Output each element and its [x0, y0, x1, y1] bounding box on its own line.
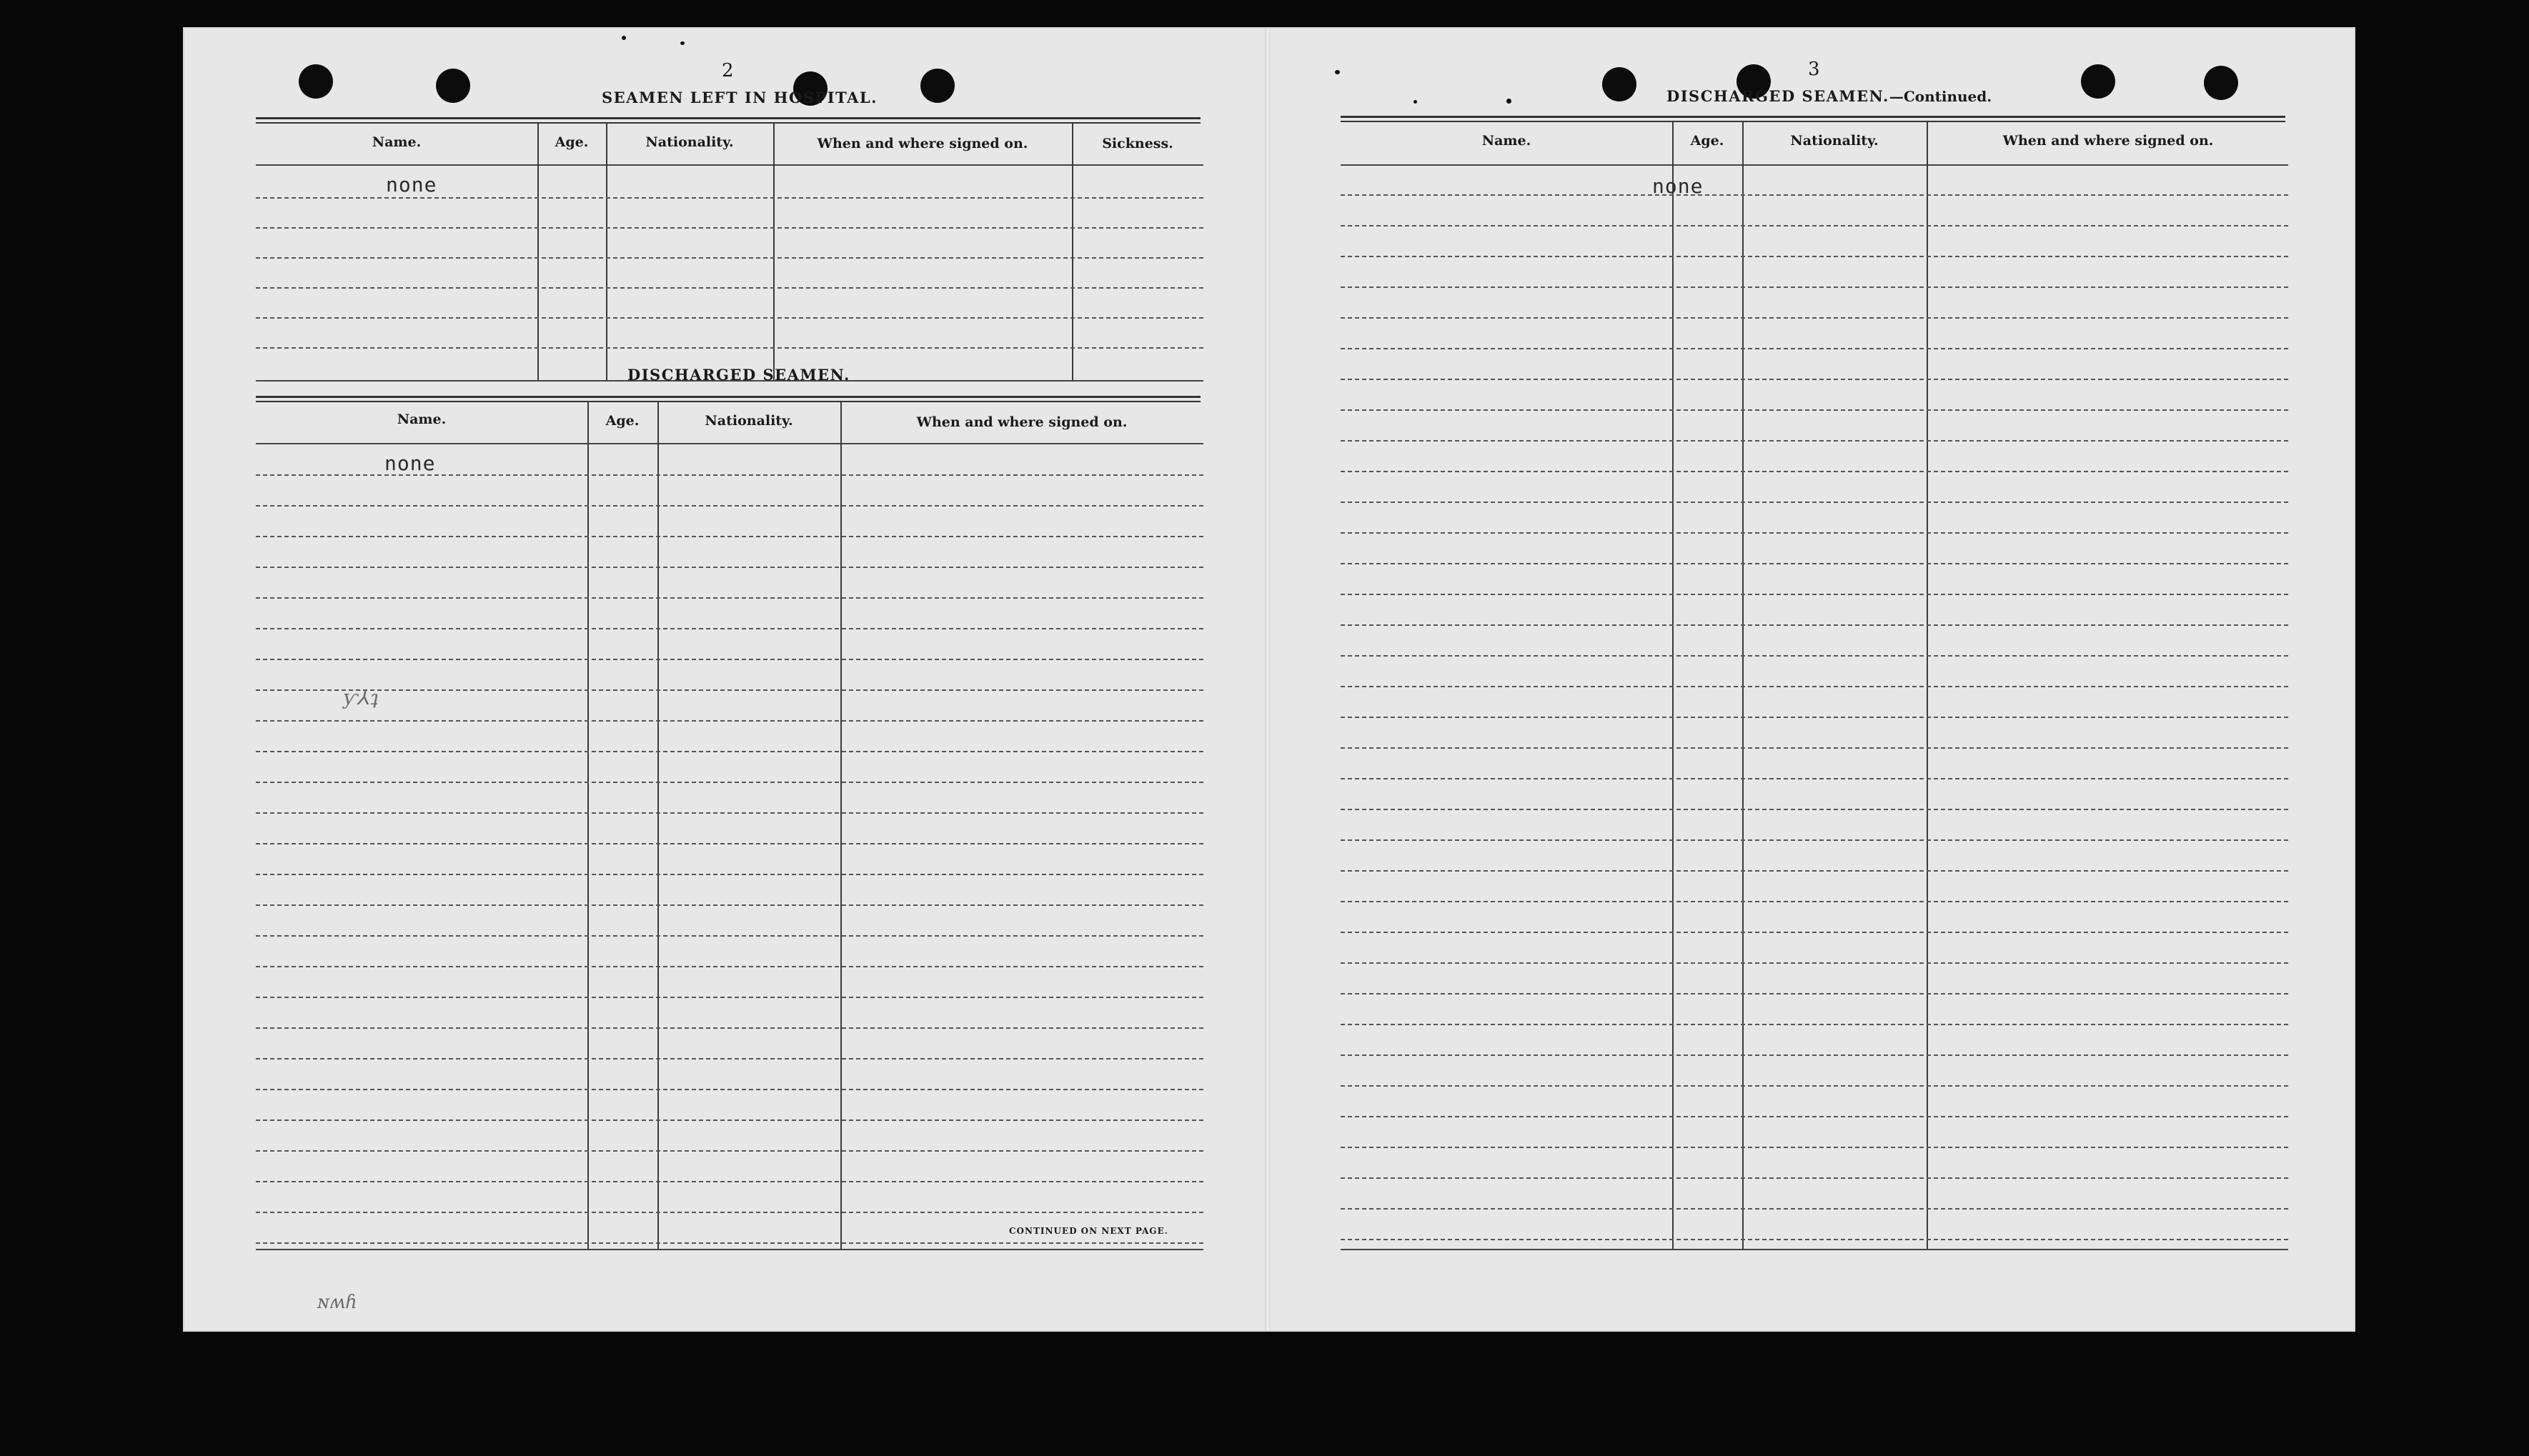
column-header-age: Age.: [555, 134, 589, 150]
header-rule: [256, 117, 1201, 124]
column-divider: [840, 402, 842, 1249]
ruled-line: [256, 1212, 1203, 1213]
ruled-line: [256, 1181, 1203, 1182]
column-divider: [1927, 121, 1928, 1249]
ruled-line: [1341, 532, 2288, 534]
column-divider: [1672, 121, 1674, 1249]
ruled-line: [1341, 1116, 2288, 1117]
ink-speck: [1413, 100, 1417, 104]
page-number: 2: [722, 60, 734, 81]
punch-hole: [2204, 66, 2238, 100]
ruled-line: [256, 287, 1203, 289]
ruled-line: [1341, 993, 2288, 994]
ruled-line: [1341, 563, 2288, 564]
ruled-line: [1341, 1085, 2288, 1087]
ruled-line: [256, 843, 1203, 844]
ruled-line: [256, 874, 1203, 875]
ruled-line: [1341, 686, 2288, 687]
ruled-line: [1341, 1054, 2288, 1056]
column-divider: [1742, 121, 1744, 1249]
ruled-line: [1341, 194, 2288, 196]
ruled-line: [1341, 317, 2288, 319]
discharged-continued-title: [1666, 87, 1992, 105]
column-header-underline: [256, 164, 1203, 166]
ruled-line: [1341, 440, 2288, 442]
ruled-line: [256, 1242, 1203, 1244]
column-header-name: Name.: [397, 412, 447, 427]
ruled-line: [1341, 594, 2288, 595]
column-divider: [1072, 124, 1073, 381]
ruled-line: [256, 1150, 1203, 1152]
ink-speck: [622, 36, 626, 40]
ruled-line: [1341, 717, 2288, 718]
left-page: [184, 29, 1271, 1330]
ruled-line: [256, 317, 1203, 319]
ruled-line: [1341, 1239, 2288, 1240]
continued-note: CONTINUED ON NEXT PAGE.: [1009, 1226, 1168, 1236]
section-title-text: DISCHARGED SEAMEN.: [1666, 87, 1889, 105]
document-sheet: [184, 29, 2354, 1330]
punch-hole: [436, 69, 470, 103]
punch-hole: [920, 69, 955, 103]
column-divider: [537, 124, 539, 381]
column-header-age: Age.: [1690, 133, 1724, 149]
column-header-name: Name.: [372, 134, 422, 150]
ruled-line: [1341, 379, 2288, 380]
ruled-line: [256, 751, 1203, 752]
ruled-line: [1341, 409, 2288, 411]
ruled-line: [256, 1058, 1203, 1059]
ruled-line: [256, 597, 1203, 599]
discharged-section-title: DISCHARGED SEAMEN.: [627, 366, 850, 384]
punch-hole: [299, 64, 333, 99]
ruled-line: [1341, 348, 2288, 349]
column-header-signed-on: When and where signed on.: [2002, 133, 2214, 149]
column-header-nationality: Nationality.: [1790, 133, 1879, 149]
right-page: [1271, 29, 2354, 1330]
ruled-line: [1341, 1208, 2288, 1210]
discharged-entry-name: none: [1652, 174, 1704, 198]
column-header-nationality: Nationality.: [645, 134, 734, 150]
ruled-line: [256, 812, 1203, 814]
ruled-line: [256, 720, 1203, 722]
ruled-line: [256, 935, 1203, 937]
ruled-line: [1341, 1024, 2288, 1025]
hospital-entry-name: none: [386, 173, 437, 196]
ruled-line: [256, 257, 1203, 259]
faint-handwriting-mark: ɴʍɦ: [317, 1292, 357, 1313]
ruled-line: [1341, 471, 2288, 472]
punch-hole: [1602, 67, 1636, 101]
ruled-line: [256, 197, 1203, 199]
section-bottom-rule: [1341, 1249, 2288, 1250]
ruled-line: [256, 966, 1203, 967]
page-number: 3: [1808, 59, 1820, 80]
ruled-line: [256, 628, 1203, 629]
column-header-age: Age.: [605, 413, 640, 429]
ruled-line: [1341, 1147, 2288, 1148]
ruled-line: [256, 904, 1203, 906]
column-header-nationality: Nationality.: [705, 413, 793, 429]
discharged-entry-name: none: [384, 452, 436, 475]
ink-speck: [1335, 70, 1340, 74]
ruled-line: [256, 997, 1203, 998]
ruled-line: [1341, 870, 2288, 872]
punch-hole: [2081, 64, 2115, 99]
ruled-line: [1341, 225, 2288, 226]
header-rule: [1341, 116, 2285, 122]
ruled-line: [256, 659, 1203, 660]
faint-handwriting-mark: ƴ⅄ʇ: [343, 686, 379, 709]
ruled-line: [1341, 809, 2288, 810]
ruled-line: [1341, 655, 2288, 657]
section-bottom-rule: [256, 1249, 1203, 1250]
column-header-signed-on: When and where signed on.: [916, 414, 1128, 430]
ruled-line: [256, 567, 1203, 568]
ink-speck: [1506, 99, 1511, 104]
ruled-line: [1341, 1177, 2288, 1179]
ink-speck: [680, 41, 685, 45]
ruled-line: [256, 505, 1203, 507]
ruled-line: [1341, 256, 2288, 257]
ruled-line: [256, 1027, 1203, 1029]
ruled-line: [1341, 286, 2288, 288]
column-divider: [773, 124, 775, 381]
header-rule: [256, 396, 1201, 402]
ruled-line: [256, 347, 1203, 349]
ruled-line: [1341, 747, 2288, 749]
hospital-section-title: SEAMEN LEFT IN HOSPITAL.: [602, 89, 878, 106]
column-header-underline: [256, 443, 1203, 444]
ruled-line: [1341, 962, 2288, 964]
column-divider: [587, 402, 589, 1249]
column-header-sickness: Sickness.: [1102, 136, 1173, 151]
ruled-line: [1341, 502, 2288, 503]
ruled-line: [256, 689, 1203, 691]
ruled-line: [1341, 839, 2288, 841]
column-divider: [657, 402, 659, 1249]
ruled-line: [256, 227, 1203, 229]
section-title-suffix: —Continued.: [1889, 88, 1992, 105]
ruled-line: [256, 782, 1203, 783]
ruled-line: [256, 536, 1203, 537]
ruled-line: [1341, 932, 2288, 933]
ruled-line: [256, 1089, 1203, 1090]
column-header-underline: [1341, 164, 2288, 166]
page-spine: [1265, 29, 1271, 1330]
ruled-line: [256, 1120, 1203, 1121]
ruled-line: [1341, 778, 2288, 779]
ruled-line: [1341, 624, 2288, 626]
column-divider: [606, 124, 607, 381]
ruled-line: [1341, 901, 2288, 902]
column-header-name: Name.: [1481, 133, 1531, 149]
column-header-signed-on: When and where signed on.: [817, 136, 1028, 151]
